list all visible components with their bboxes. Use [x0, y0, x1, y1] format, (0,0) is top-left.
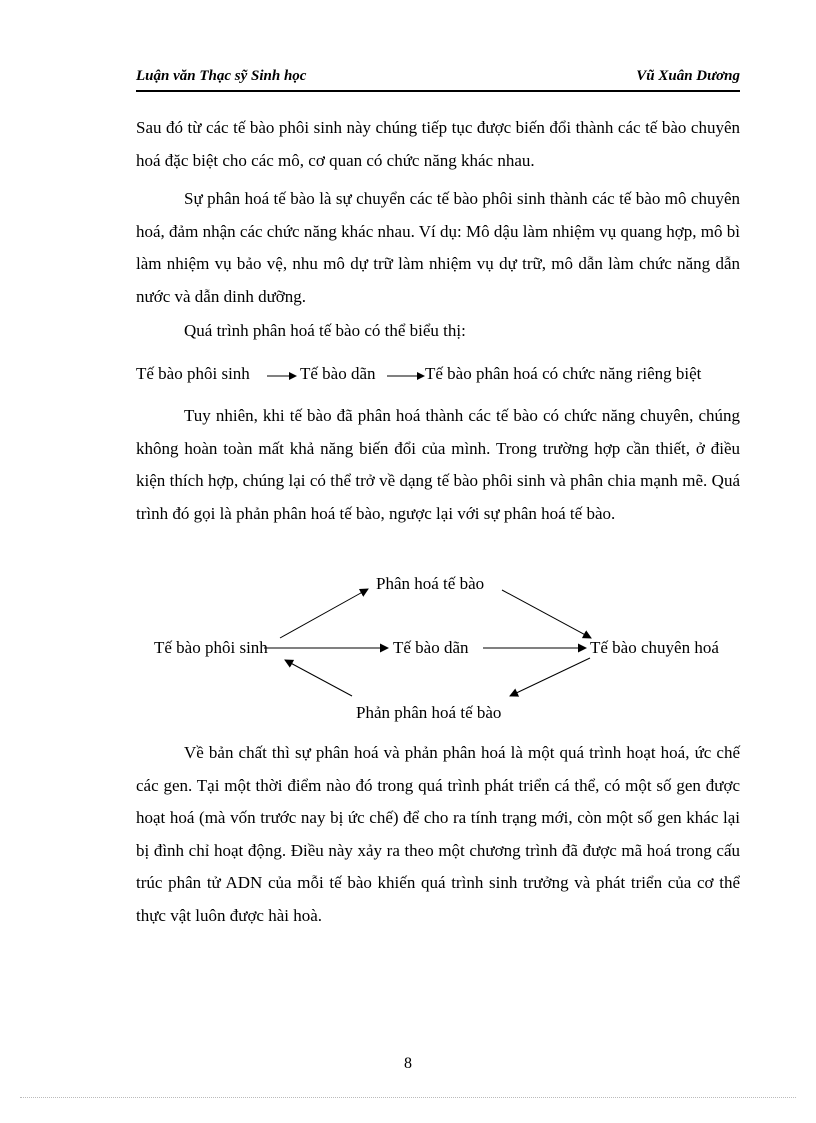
- flow-step-2: Tế bào dãn: [300, 364, 376, 383]
- footer-divider: [20, 1097, 796, 1098]
- differentiation-cycle-diagram: [0, 560, 816, 730]
- header-author: Vũ Xuân Dương: [636, 68, 740, 84]
- paragraph-1: Sau đó từ các tế bào phôi sinh này chúng tiếp tục được biến đổi thành các tế bào chuyên hoá đặc biệt cho các mô, cơ quan có chức năng khác nhau.: [136, 118, 740, 170]
- paragraph-3: Quá trình phân hoá tế bào có thể biểu thị:: [184, 321, 466, 340]
- paragraph-4: Tuy nhiên, khi tế bào đã phân hoá thành các tế bào có chức năng chuyên, chúng không hoàn toàn mất khả năng biến đổi của mình. Trong trường hợp cần thiết, ở điều kiện thích hợp, chúng lại có thể trở về dạng tế bào phôi sinh và phân chia mạnh mẽ. Quá trình đó gọi là phản phân hoá tế bào, ngược lại với sự phân hoá tế bào.: [136, 406, 740, 523]
- paragraph-5: Về bản chất thì sự phân hoá và phản phân hoá là một quá trình hoạt hoá, ức chế các gen. Tại một thời điểm nào đó trong quá trình phát triển cá thể, có một số gen được hoạt hoá (mà vốn trước nay bị ức chế) để cho ra tính trạng mới, còn một số gen khác lại bị đình chỉ hoạt động. Điều này xảy ra theo một chương trình đã được mã hoá trong cấu trúc phân tử ADN của mỗi tế bào khiến quá trình sinh trưởng và phát triển của cơ thể thực vật luôn được hài hoà.: [136, 743, 740, 925]
- node-elongated-cell: Tế bào dãn: [393, 638, 469, 657]
- arrow-to-dedifferentiation: [510, 658, 590, 696]
- node-specialized-cell: Tế bào chuyên hoá: [590, 638, 719, 657]
- node-embryonic-cell: Tế bào phôi sinh: [154, 638, 268, 657]
- arrow-to-specialized: [502, 590, 591, 638]
- arrow-to-embryonic: [285, 660, 352, 696]
- header-left-title: Luận văn Thạc sỹ Sinh học: [136, 68, 307, 84]
- node-dedifferentiation: Phản phân hoá tế bào: [356, 703, 502, 722]
- flow-step-3: Tế bào phân hoá có chức năng riêng biệt: [425, 364, 702, 383]
- page-header: [136, 64, 740, 92]
- page-number: 8: [404, 1055, 412, 1072]
- paragraph-2: Sự phân hoá tế bào là sự chuyển các tế bào phôi sinh thành các tế bào mô chuyên hoá, đảm nhận các chức năng khác nhau. Ví dụ: Mô dậu làm nhiệm vụ quang hợp, mô bì làm nhiệm vụ bảo vệ, nhu mô dự trữ làm nhiệm vụ dự trữ, mô dẫn làm chức năng dẫn nước và dẫn dinh dưỡng.: [136, 189, 740, 306]
- differentiation-flow: [136, 360, 740, 390]
- arrow-to-differentiation: [280, 589, 368, 638]
- flow-step-1: Tế bào phôi sinh: [136, 364, 250, 383]
- node-differentiation: Phân hoá tế bào: [376, 574, 485, 593]
